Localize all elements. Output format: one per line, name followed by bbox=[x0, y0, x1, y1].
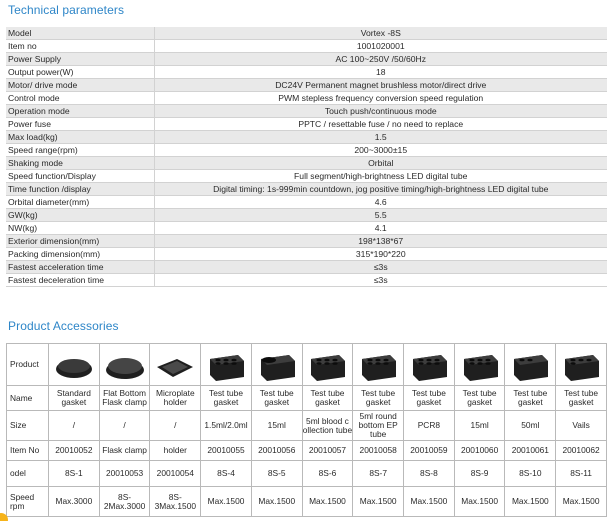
param-row bbox=[6, 261, 607, 274]
accessory-name: Microplate holder bbox=[150, 386, 201, 411]
accessory-size-row bbox=[7, 411, 607, 441]
accessory-speed: Max.1500 bbox=[201, 487, 252, 517]
accessory-model: 8S-1 bbox=[49, 461, 100, 487]
accessory-model: 8S-11 bbox=[556, 461, 607, 487]
accessory-size: PCR8 bbox=[404, 411, 455, 441]
param-key: Time function /display bbox=[6, 183, 154, 196]
param-row bbox=[6, 92, 607, 105]
param-row bbox=[6, 144, 607, 157]
param-key: Exterior dimension(mm) bbox=[6, 235, 154, 248]
param-key: Shaking mode bbox=[6, 157, 154, 170]
accessory-name: Test tube gasket bbox=[353, 386, 404, 411]
tube-gasket-1-5ml-icon bbox=[201, 347, 251, 383]
accessory-size: / bbox=[99, 411, 150, 441]
param-row bbox=[6, 53, 607, 66]
accessory-item: 20010055 bbox=[201, 441, 252, 461]
param-row bbox=[6, 209, 607, 222]
param-key: Fastest deceleration time bbox=[6, 274, 154, 287]
accessory-size: / bbox=[150, 411, 201, 441]
accessory-size: 1.5ml/2.0ml bbox=[201, 411, 252, 441]
technical-parameters-title: Technical parameters bbox=[8, 3, 125, 17]
param-key: Model bbox=[6, 27, 154, 40]
param-key: Item no bbox=[6, 40, 154, 53]
row-label-item: Item No bbox=[7, 441, 49, 461]
accessory-image bbox=[505, 344, 556, 386]
accessory-speed: 8S-3Max.1500 bbox=[150, 487, 201, 517]
accessory-name: Test tube gasket bbox=[556, 386, 607, 411]
param-value: AC 100~250V /50/60Hz bbox=[154, 53, 607, 66]
param-key: Motor/ drive mode bbox=[6, 79, 154, 92]
accessory-model: 20010054 bbox=[150, 461, 201, 487]
accessory-name: Test tube gasket bbox=[201, 386, 252, 411]
param-key: Speed range(rpm) bbox=[6, 144, 154, 157]
accessory-speed: Max.1500 bbox=[454, 487, 505, 517]
param-row bbox=[6, 235, 607, 248]
accessory-image bbox=[49, 344, 100, 386]
product-accessories-title: Product Accessories bbox=[8, 319, 119, 333]
param-value: Full segment/high-brightness LED digital tube bbox=[154, 170, 607, 183]
accessory-name: Flat Bottom Flask clamp bbox=[99, 386, 150, 411]
row-label-name: Name bbox=[7, 386, 49, 411]
accessory-item: 20010057 bbox=[302, 441, 353, 461]
param-row bbox=[6, 183, 607, 196]
accessory-size: Vails bbox=[556, 411, 607, 441]
param-row bbox=[6, 274, 607, 287]
param-value: Vortex -8S bbox=[154, 27, 607, 40]
param-key: Orbital diameter(mm) bbox=[6, 196, 154, 209]
param-value: 200~3000±15 bbox=[154, 144, 607, 157]
param-value: Orbital bbox=[154, 157, 607, 170]
accessory-item: 20010058 bbox=[353, 441, 404, 461]
param-value: Digital timing: 1s-999min countdown, jog positive timing/high-brightness LED digital tube bbox=[154, 183, 607, 196]
accessory-image bbox=[302, 344, 353, 386]
param-row bbox=[6, 157, 607, 170]
accessory-image bbox=[353, 344, 404, 386]
microplate-holder-icon bbox=[150, 347, 200, 383]
row-label-product: Product bbox=[7, 344, 49, 386]
param-key: Control mode bbox=[6, 92, 154, 105]
accessory-item-row bbox=[7, 441, 607, 461]
accessory-item: 20010052 bbox=[49, 441, 100, 461]
param-value: 1.5 bbox=[154, 131, 607, 144]
param-value: 1001020001 bbox=[154, 40, 607, 53]
param-value: 198*138*67 bbox=[154, 235, 607, 248]
accessory-item: 20010056 bbox=[251, 441, 302, 461]
accessory-name: Test tube gasket bbox=[404, 386, 455, 411]
tube-gasket-pcr8-icon bbox=[404, 347, 454, 383]
accessory-image bbox=[251, 344, 302, 386]
param-row bbox=[6, 40, 607, 53]
param-key: Operation mode bbox=[6, 105, 154, 118]
accessory-size: 5ml blood c ollection tube bbox=[302, 411, 353, 441]
accessory-size: / bbox=[49, 411, 100, 441]
accessory-speed: Max.1500 bbox=[556, 487, 607, 517]
param-value: 18 bbox=[154, 66, 607, 79]
accessory-model-row bbox=[7, 461, 607, 487]
accessory-name: Test tube gasket bbox=[251, 386, 302, 411]
flat-bottom-flask-clamp-icon bbox=[100, 347, 150, 383]
accessory-speed: Max.1500 bbox=[353, 487, 404, 517]
param-value: DC24V Permanent magnet brushless motor/direct drive bbox=[154, 79, 607, 92]
accessory-speed: Max.3000 bbox=[49, 487, 100, 517]
param-row bbox=[6, 79, 607, 92]
param-key: NW(kg) bbox=[6, 222, 154, 235]
tube-gasket-15ml-icon bbox=[252, 347, 302, 383]
accessory-name: Test tube gasket bbox=[505, 386, 556, 411]
accessory-size: 15ml bbox=[251, 411, 302, 441]
accessory-image-row bbox=[7, 344, 607, 386]
param-value: ≤3s bbox=[154, 261, 607, 274]
accessory-speed: Max.1500 bbox=[251, 487, 302, 517]
param-value: 5.5 bbox=[154, 209, 607, 222]
param-value: PWM stepless frequency conversion speed regulation bbox=[154, 92, 607, 105]
accessory-speed: 8S-2Max.3000 bbox=[99, 487, 150, 517]
accessory-name: Standard gasket bbox=[49, 386, 100, 411]
accessory-image bbox=[99, 344, 150, 386]
accessory-size: 15ml bbox=[454, 411, 505, 441]
param-value: Touch push/continuous mode bbox=[154, 105, 607, 118]
param-key: Power fuse bbox=[6, 118, 154, 131]
param-row bbox=[6, 196, 607, 209]
accessory-image bbox=[150, 344, 201, 386]
row-label-model: odel bbox=[7, 461, 49, 487]
param-row bbox=[6, 170, 607, 183]
accessory-name: Test tube gasket bbox=[302, 386, 353, 411]
param-row bbox=[6, 222, 607, 235]
accessory-speed-row bbox=[7, 487, 607, 517]
accessory-name-row bbox=[7, 386, 607, 411]
accessory-model: 20010053 bbox=[99, 461, 150, 487]
accessory-speed: Max.1500 bbox=[404, 487, 455, 517]
accessory-item: 20010061 bbox=[505, 441, 556, 461]
param-key: Output power(W) bbox=[6, 66, 154, 79]
tube-gasket-5ml-ep-icon bbox=[353, 347, 403, 383]
param-row bbox=[6, 66, 607, 79]
accessory-image bbox=[201, 344, 252, 386]
accessory-speed: Max.1500 bbox=[302, 487, 353, 517]
accessory-size: 50ml bbox=[505, 411, 556, 441]
tube-gasket-5ml-blood-icon bbox=[303, 347, 353, 383]
param-key: Speed function/Display bbox=[6, 170, 154, 183]
accessory-item: 20010060 bbox=[454, 441, 505, 461]
accessory-model: 8S-4 bbox=[201, 461, 252, 487]
accessory-item: Flask clamp bbox=[99, 441, 150, 461]
accessory-item: holder bbox=[150, 441, 201, 461]
accessory-model: 8S-9 bbox=[454, 461, 505, 487]
standard-gasket-icon bbox=[49, 347, 99, 383]
param-key: Packing dimension(mm) bbox=[6, 248, 154, 261]
accessory-model: 8S-8 bbox=[404, 461, 455, 487]
tube-gasket-15ml-b-icon bbox=[455, 347, 505, 383]
param-value: 4.6 bbox=[154, 196, 607, 209]
row-label-size: Size bbox=[7, 411, 49, 441]
param-value: 315*190*220 bbox=[154, 248, 607, 261]
accessories-table bbox=[6, 343, 607, 517]
accessory-image bbox=[556, 344, 607, 386]
param-row bbox=[6, 131, 607, 144]
param-value: ≤3s bbox=[154, 274, 607, 287]
row-label-speed: Speed rpm bbox=[7, 487, 49, 517]
accessory-item: 20010059 bbox=[404, 441, 455, 461]
param-row bbox=[6, 118, 607, 131]
accessory-model: 8S-6 bbox=[302, 461, 353, 487]
param-value: PPTC / resettable fuse / no need to replace bbox=[154, 118, 607, 131]
accessory-model: 8S-10 bbox=[505, 461, 556, 487]
accessory-speed: Max.1500 bbox=[505, 487, 556, 517]
param-row bbox=[6, 248, 607, 261]
param-row bbox=[6, 27, 607, 40]
accessory-item: 20010062 bbox=[556, 441, 607, 461]
param-row bbox=[6, 105, 607, 118]
param-value: 4.1 bbox=[154, 222, 607, 235]
param-key: Power Supply bbox=[6, 53, 154, 66]
param-key: GW(kg) bbox=[6, 209, 154, 222]
accessory-size: 5ml round bottom EP tube bbox=[353, 411, 404, 441]
technical-parameters-table bbox=[6, 27, 607, 287]
accessory-image bbox=[404, 344, 455, 386]
accessory-image bbox=[454, 344, 505, 386]
tube-gasket-vails-icon bbox=[556, 347, 606, 383]
param-key: Max load(kg) bbox=[6, 131, 154, 144]
param-key: Fastest acceleration time bbox=[6, 261, 154, 274]
tube-gasket-50ml-icon bbox=[505, 347, 555, 383]
accessory-name: Test tube gasket bbox=[454, 386, 505, 411]
accessory-model: 8S-5 bbox=[251, 461, 302, 487]
accessory-model: 8S-7 bbox=[353, 461, 404, 487]
